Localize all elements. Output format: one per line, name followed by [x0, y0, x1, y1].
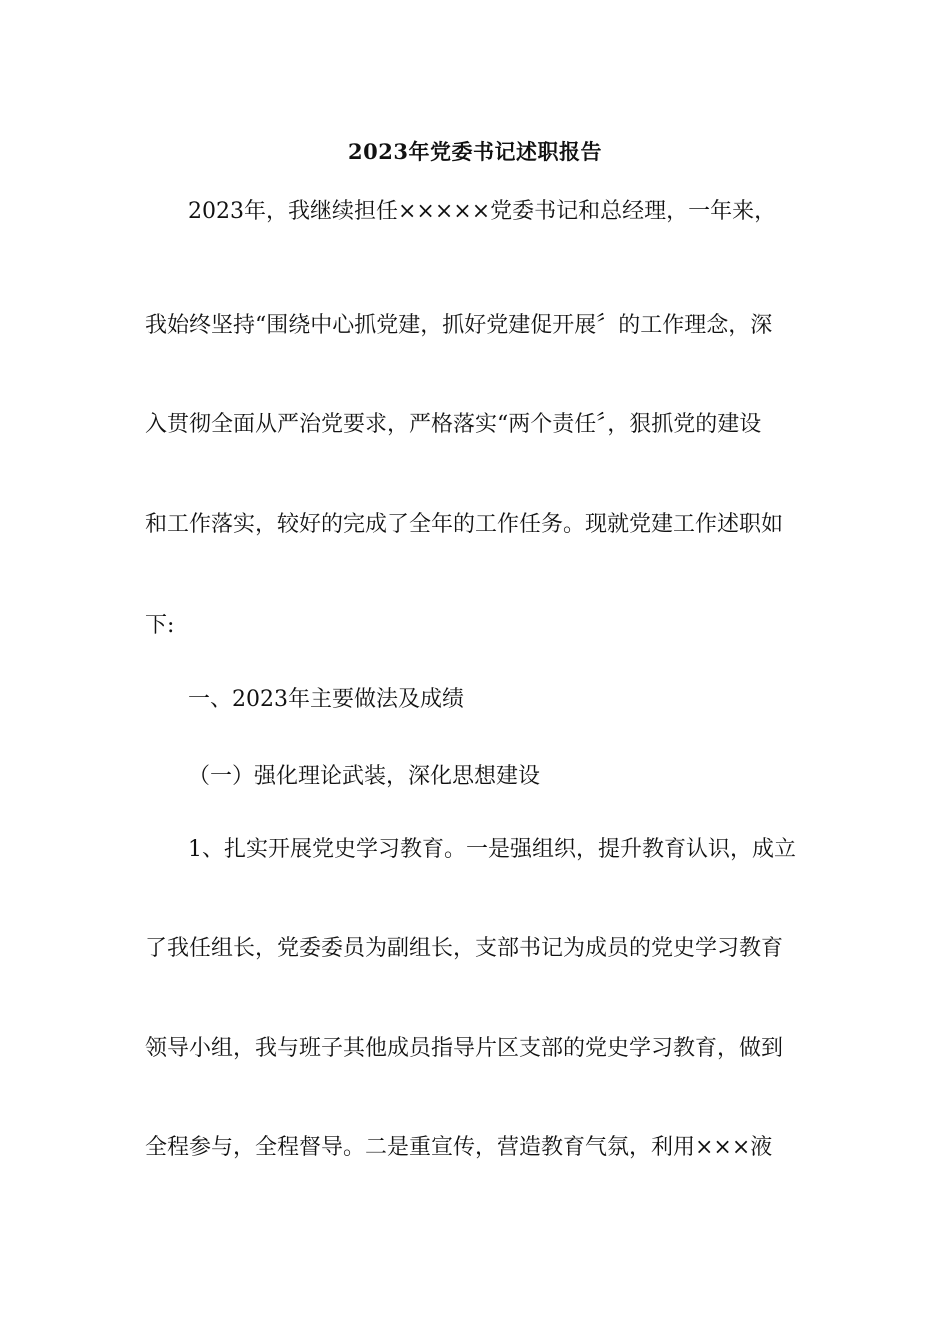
paragraph-line: 了我任组长，党委委员为副组长，支部书记为成员的党史学习教育 [145, 936, 784, 961]
paragraph-line: 和工作落实，较好的完成了全年的工作任务。现就党建工作述职如 [145, 512, 784, 537]
subsection-heading: （一）强化理论武装，深化思想建设 [188, 764, 541, 789]
section-heading: 一、2023年主要做法及成绩 [188, 687, 464, 712]
paragraph-line: 领导小组，我与班子其他成员指导片区支部的党史学习教育，做到 [145, 1036, 784, 1061]
paragraph-line: 入贯彻全面从严治党要求，严格落实“两个责任〞，狠抓党的建设 [145, 412, 762, 437]
paragraph-line: 1、扎实开展党史学习教育。一是强组织，提升教育认识，成立 [188, 837, 796, 862]
document-title: 2023年党委书记述职报告 [348, 139, 602, 164]
paragraph-line: 全程参与，全程督导。二是重宣传，营造教育气氛，利用×××液 [145, 1135, 773, 1160]
paragraph-line: 2023年，我继续担任×××××党委书记和总经理，一年来， [188, 199, 777, 224]
paragraph-line: 下: [145, 613, 175, 638]
paragraph-line: 我始终坚持“围绕中心抓党建，抓好党建促开展〞的工作理念，深 [145, 313, 773, 338]
